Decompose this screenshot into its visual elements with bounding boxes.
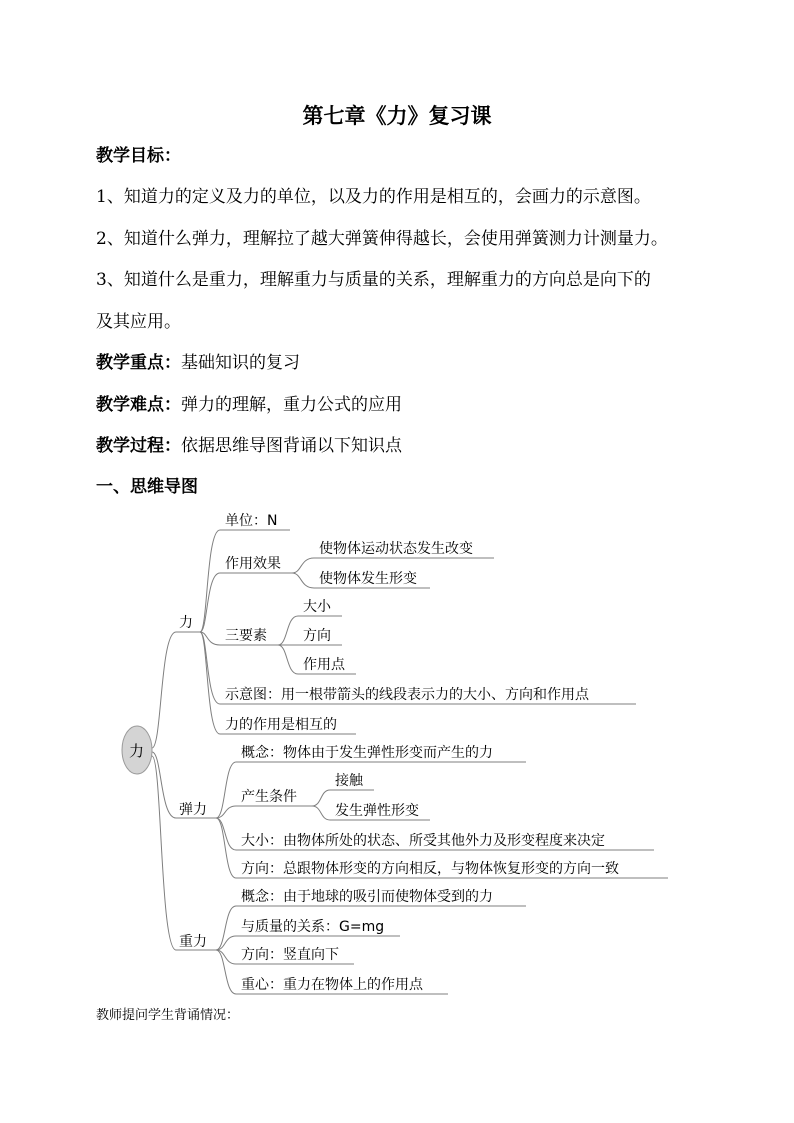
footer-note: 教师提问学生背诵情况：: [96, 1008, 240, 1023]
gravity-center: 重心：重力在物体上的作用点: [241, 977, 423, 993]
goal-item-3: 3、知道什么是重力，理解重力与质量的关系，理解重力的方向总是向下的: [96, 270, 651, 290]
branch-force-label: 力: [179, 615, 193, 631]
section-heading: 一、思维导图: [96, 477, 198, 497]
gravity-direction: 方向：竖直向下: [241, 947, 339, 963]
force-elements: 三要素: [225, 628, 267, 644]
gravity-mass: 与质量的关系：G=mg: [241, 919, 385, 935]
goal-item-2: 2、知道什么弹力，理解拉了越大弹簧伸得越长，会使用弹簧测力计测量力。: [96, 229, 668, 249]
process-text: 依据思维导图背诵以下知识点: [181, 436, 402, 456]
force-effect: 作用效果: [225, 556, 281, 572]
connector-root-elastic: [152, 752, 176, 818]
process-label: 教学过程：: [96, 436, 181, 456]
goals-heading: 教学目标：: [96, 146, 181, 166]
force-element-point: 作用点: [303, 657, 345, 673]
branch-elastic-label: 弹力: [179, 802, 207, 818]
goal-item-1: 1、知道力的定义及力的单位，以及力的作用是相互的，会画力的示意图。: [96, 187, 651, 207]
force-unit: 单位：N: [225, 513, 278, 529]
force-mutual: 力的作用是相互的: [225, 717, 337, 733]
force-element-size: 大小: [303, 599, 331, 615]
goal-item-3-cont: 及其应用。: [96, 312, 181, 332]
connector-root-gravity: [152, 756, 176, 950]
force-effect-item-2: 使物体发生形变: [319, 571, 417, 587]
elastic-condition-deform: 发生弹性形变: [335, 803, 419, 819]
elastic-condition: 产生条件: [241, 789, 297, 805]
elastic-concept: 概念：物体由于发生弹性形变而产生的力: [241, 745, 493, 761]
difficulty-text: 弹力的理解，重力公式的应用: [181, 395, 402, 415]
gravity-concept: 概念：由于地球的吸引而使物体受到的力: [241, 889, 493, 905]
page-title: 第七章《力》复习课: [302, 103, 492, 128]
connector-root-force: [152, 632, 176, 748]
force-effect-item-1: 使物体运动状态发生改变: [319, 541, 473, 557]
elastic-direction: 方向：总跟物体形变的方向相反，与物体恢复形变的方向一致: [241, 861, 619, 877]
root-label: 力: [129, 742, 145, 760]
key-point-label: 教学重点：: [96, 353, 181, 373]
key-point-text: 基础知识的复习: [181, 353, 300, 373]
elastic-size: 大小：由物体所处的状态、所受其他外力及形变程度来决定: [241, 833, 605, 849]
force-diagram: 示意图：用一根带箭头的线段表示力的大小、方向和作用点: [225, 687, 589, 703]
branch-gravity-label: 重力: [179, 934, 207, 950]
difficulty-label: 教学难点：: [96, 395, 181, 415]
force-element-direction: 方向: [303, 628, 331, 644]
elastic-condition-contact: 接触: [335, 773, 363, 789]
